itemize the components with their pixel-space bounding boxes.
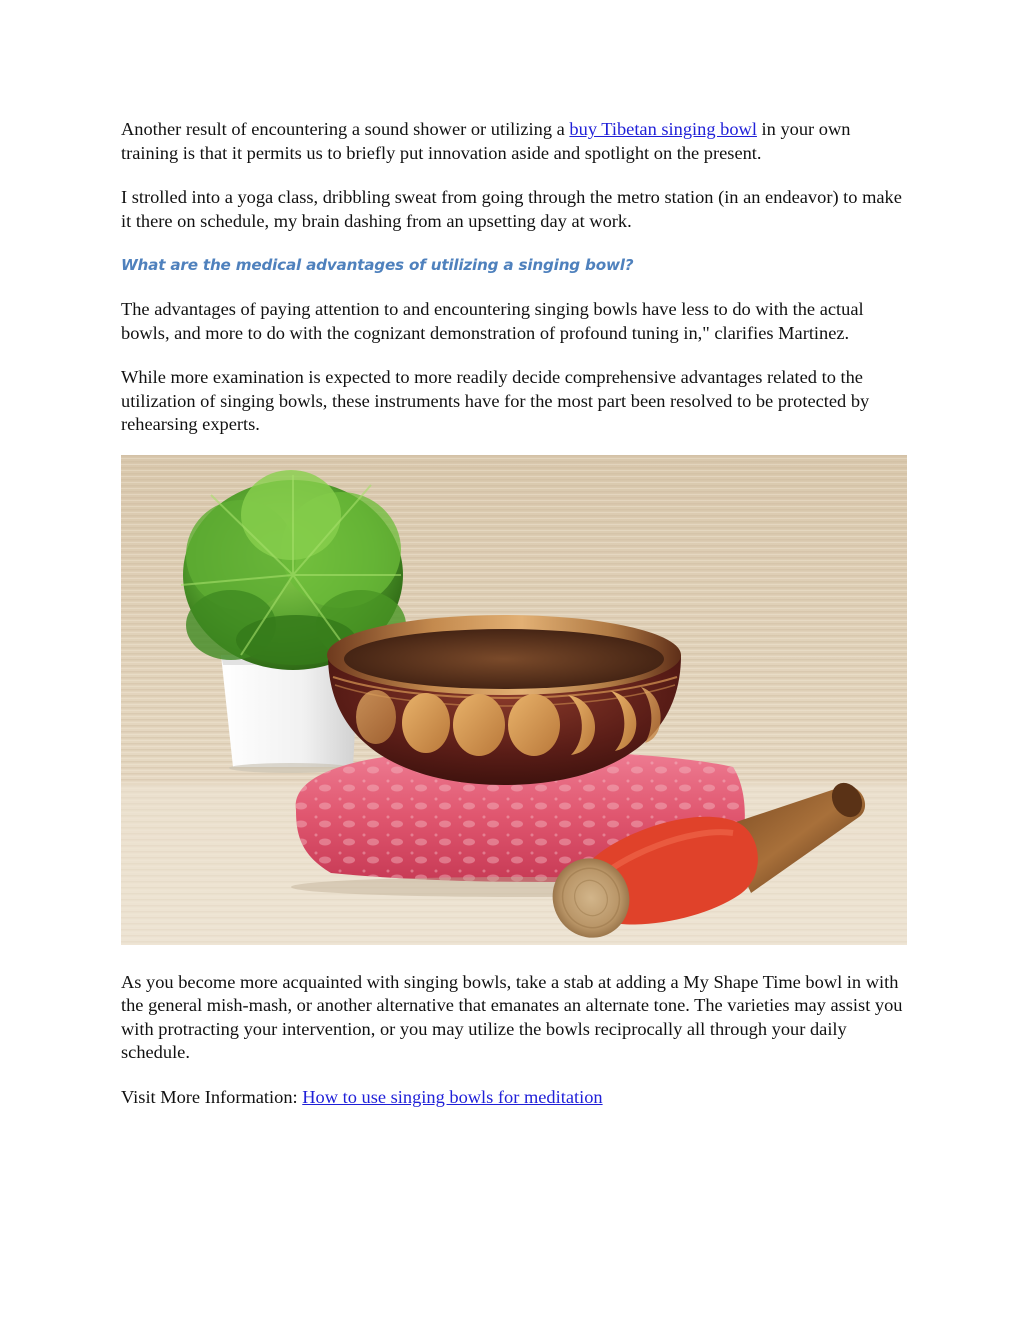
more-info-label: Visit More Information: <box>121 1086 303 1107</box>
paragraph-advantages: The advantages of paying attention to and encountering singing bowls have less to do with the actual bowls, and more to do with the cognizant demonstration of profound tuning in," clarifies Martinez. <box>121 299 864 343</box>
paragraph-intro <box>121 118 911 165</box>
paragraph-examination: While more examination is expected to more readily decide comprehensive advantages related to the utilization of singing bowls, these instruments have for the most part been resolved to be protected by rehearsing experts. <box>121 367 870 434</box>
how-to-use-singing-bowls-link[interactable]: How to use singing bowls for meditation <box>302 1086 603 1107</box>
paragraph-more-info <box>121 1086 911 1110</box>
buy-tibetan-singing-bowl-link[interactable]: buy Tibetan singing bowl <box>569 119 757 139</box>
paragraph-acquainted: As you become more acquainted with singing bowls, take a stab at adding a My Shape Time bowl in with the general mish-mash, or another alternative that emanates an alternate tone. The varieties may assist you with protracting your intervention, or you may utilize the bowls reciprocally all through your daily schedule. <box>121 971 903 1062</box>
paragraph-intro-text: Another result of encountering a sound shower or utilizing a <box>121 119 570 139</box>
singing-bowl-photo <box>121 455 907 945</box>
section-heading: What are the medical advantages of utilizing a singing bowl? <box>121 256 634 274</box>
paragraph-yoga-class: I strolled into a yoga class, dribbling sweat from going through the metro station (in an endeavor) to make it there on schedule, my brain dashing from an upsetting day at work. <box>121 187 902 231</box>
document-page <box>121 118 911 1109</box>
paragraph-intro-text-end: in your own training is that it permits us to briefly put innovation aside and spotlight on the present. <box>121 119 851 163</box>
